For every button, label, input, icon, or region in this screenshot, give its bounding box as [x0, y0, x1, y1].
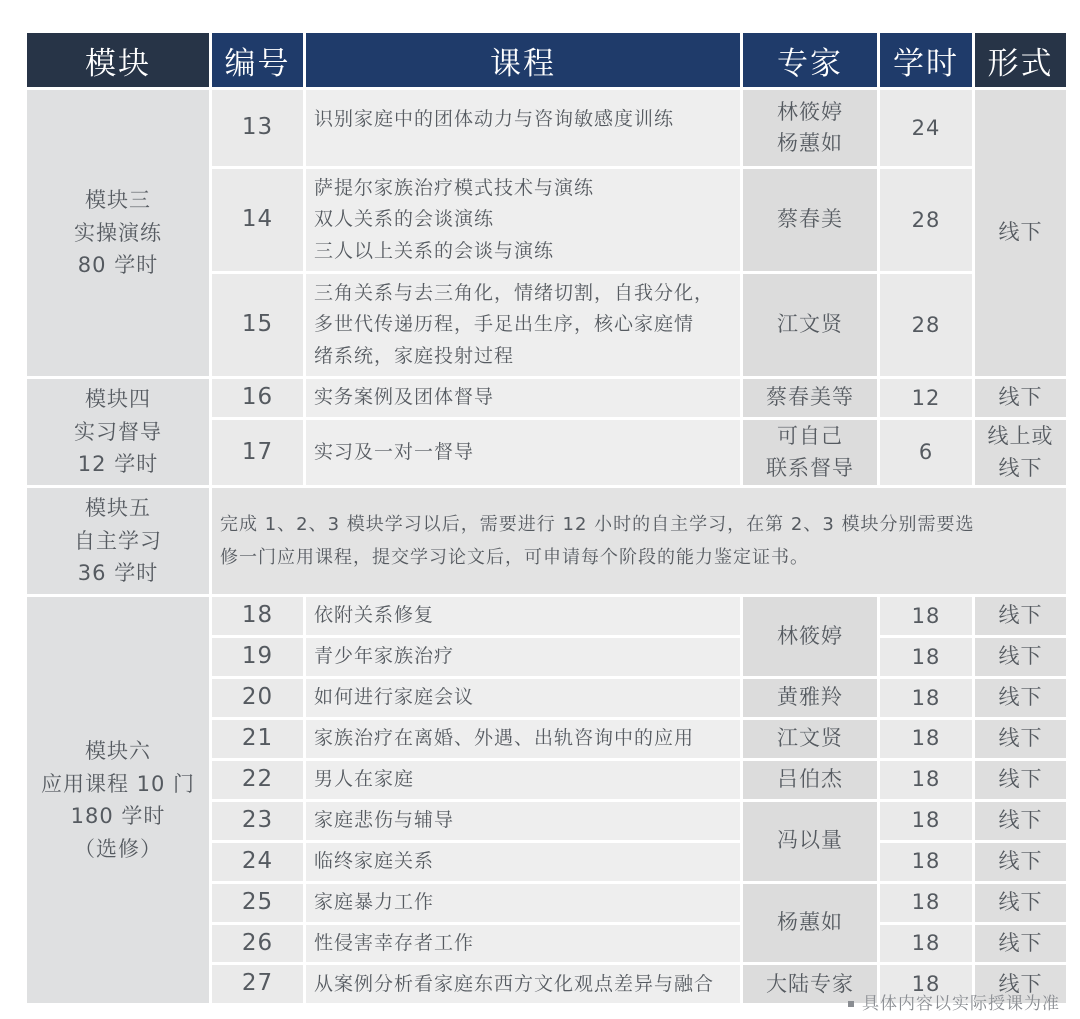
- module-5-label: 模块五 自主学习 36 学时: [27, 488, 209, 594]
- course-name: 从案例分析看家庭东西方文化观点差异与融合: [306, 965, 740, 1003]
- course-number: 23: [212, 802, 303, 840]
- bullet-square-icon: [848, 1001, 854, 1007]
- course-number: 25: [212, 884, 303, 922]
- course-number: 19: [212, 638, 303, 676]
- footnote-text: 具体内容以实际授课为准: [862, 994, 1060, 1014]
- course-table: [24, 30, 1069, 1006]
- course-number: 18: [212, 597, 303, 635]
- course-number: 17: [212, 420, 303, 485]
- hours-cell: 18: [880, 720, 972, 758]
- hours-cell: 18: [880, 884, 972, 922]
- header-expert: 专家: [743, 33, 877, 87]
- format-cell: 线下: [975, 761, 1066, 799]
- header-module: 模块: [27, 33, 209, 87]
- expert-cell: 林筱婷 杨蕙如: [743, 90, 877, 166]
- course-number: 16: [212, 379, 303, 417]
- format-cell: 线下: [975, 597, 1066, 635]
- expert-cell: 黄雅羚: [743, 679, 877, 717]
- course-name: 识别家庭中的团体动力与咨询敏感度训练: [306, 90, 740, 166]
- hours-cell: 28: [880, 169, 972, 271]
- expert-cell: 吕伯杰: [743, 761, 877, 799]
- course-number: 26: [212, 925, 303, 963]
- module-5-description: 完成 1、2、3 模块学习以后，需要进行 12 小时的自主学习，在第 2、3 模块分别需要选 修一门应用课程，提交学习论文后，可申请每个阶段的能力鉴定证书。: [212, 488, 1066, 594]
- header-number: 编号: [212, 33, 303, 87]
- course-name: 家庭暴力工作: [306, 884, 740, 922]
- expert-cell: 江文贤: [743, 274, 877, 376]
- course-name: 家庭悲伤与辅导: [306, 802, 740, 840]
- hours-cell: 6: [880, 420, 972, 485]
- header-hours: 学时: [880, 33, 972, 87]
- hours-cell: 24: [880, 90, 972, 166]
- hours-cell: 12: [880, 379, 972, 417]
- course-number: 27: [212, 965, 303, 1003]
- format-cell: 线下: [975, 802, 1066, 840]
- course-name: 萨提尔家族治疗模式技术与演练 双人关系的会谈演练 三人以上关系的会谈与演练: [306, 169, 740, 271]
- format-cell: 线下: [975, 638, 1066, 676]
- course-number: 15: [212, 274, 303, 376]
- format-cell: 线下: [975, 720, 1066, 758]
- expert-cell: 林筱婷: [743, 597, 877, 676]
- hours-cell: 18: [880, 802, 972, 840]
- hours-cell: 18: [880, 761, 972, 799]
- format-cell: 线上或 线下: [975, 420, 1066, 485]
- expert-cell: 蔡春美等: [743, 379, 877, 417]
- course-name: 实务案例及团体督导: [306, 379, 740, 417]
- course-name: 临终家庭关系: [306, 843, 740, 881]
- hours-cell: 28: [880, 274, 972, 376]
- hours-cell: 18: [880, 679, 972, 717]
- expert-cell: 江文贤: [743, 720, 877, 758]
- course-name: 实习及一对一督导: [306, 420, 740, 485]
- hours-cell: 18: [880, 843, 972, 881]
- format-cell: 线下: [975, 379, 1066, 417]
- hours-cell: 18: [880, 925, 972, 963]
- course-number: 14: [212, 169, 303, 271]
- course-name: 性侵害幸存者工作: [306, 925, 740, 963]
- header-format: 形式: [975, 33, 1066, 87]
- course-number: 20: [212, 679, 303, 717]
- table-row: [27, 597, 1066, 635]
- table-header-row: [27, 33, 1066, 87]
- hours-cell: 18: [880, 597, 972, 635]
- footnote: [848, 989, 1060, 1014]
- format-cell: 线下: [975, 965, 1066, 1003]
- table-row: [27, 90, 1066, 166]
- course-number: 22: [212, 761, 303, 799]
- course-name: 家族治疗在离婚、外遇、出轨咨询中的应用: [306, 720, 740, 758]
- module-6-label: 模块六 应用课程 10 门 180 学时 （选修）: [27, 597, 209, 1003]
- course-name: 如何进行家庭会议: [306, 679, 740, 717]
- header-course: 课程: [306, 33, 740, 87]
- table-row: [27, 379, 1066, 417]
- expert-cell: 可自己 联系督导: [743, 420, 877, 485]
- module-3-label: 模块三 实操演练 80 学时: [27, 90, 209, 376]
- hours-cell: 18: [880, 638, 972, 676]
- expert-cell: 杨蕙如: [743, 884, 877, 963]
- table-row: [27, 488, 1066, 594]
- format-cell: 线下: [975, 925, 1066, 963]
- course-name: 男人在家庭: [306, 761, 740, 799]
- expert-cell: 蔡春美: [743, 169, 877, 271]
- expert-cell: 大陆专家: [743, 965, 877, 1003]
- format-cell: 线下: [975, 90, 1066, 376]
- course-name: 依附关系修复: [306, 597, 740, 635]
- format-cell: 线下: [975, 679, 1066, 717]
- course-name: 三角关系与去三角化，情绪切割，自我分化， 多世代传递历程，手足出生序，核心家庭情 绪系统，家庭投射过程: [306, 274, 740, 376]
- format-cell: 线下: [975, 884, 1066, 922]
- format-cell: 线下: [975, 843, 1066, 881]
- module-4-label: 模块四 实习督导 12 学时: [27, 379, 209, 485]
- hours-cell: 18: [880, 965, 972, 1003]
- course-name: 青少年家族治疗: [306, 638, 740, 676]
- course-number: 21: [212, 720, 303, 758]
- course-number: 13: [212, 90, 303, 166]
- course-number: 24: [212, 843, 303, 881]
- expert-cell: 冯以量: [743, 802, 877, 881]
